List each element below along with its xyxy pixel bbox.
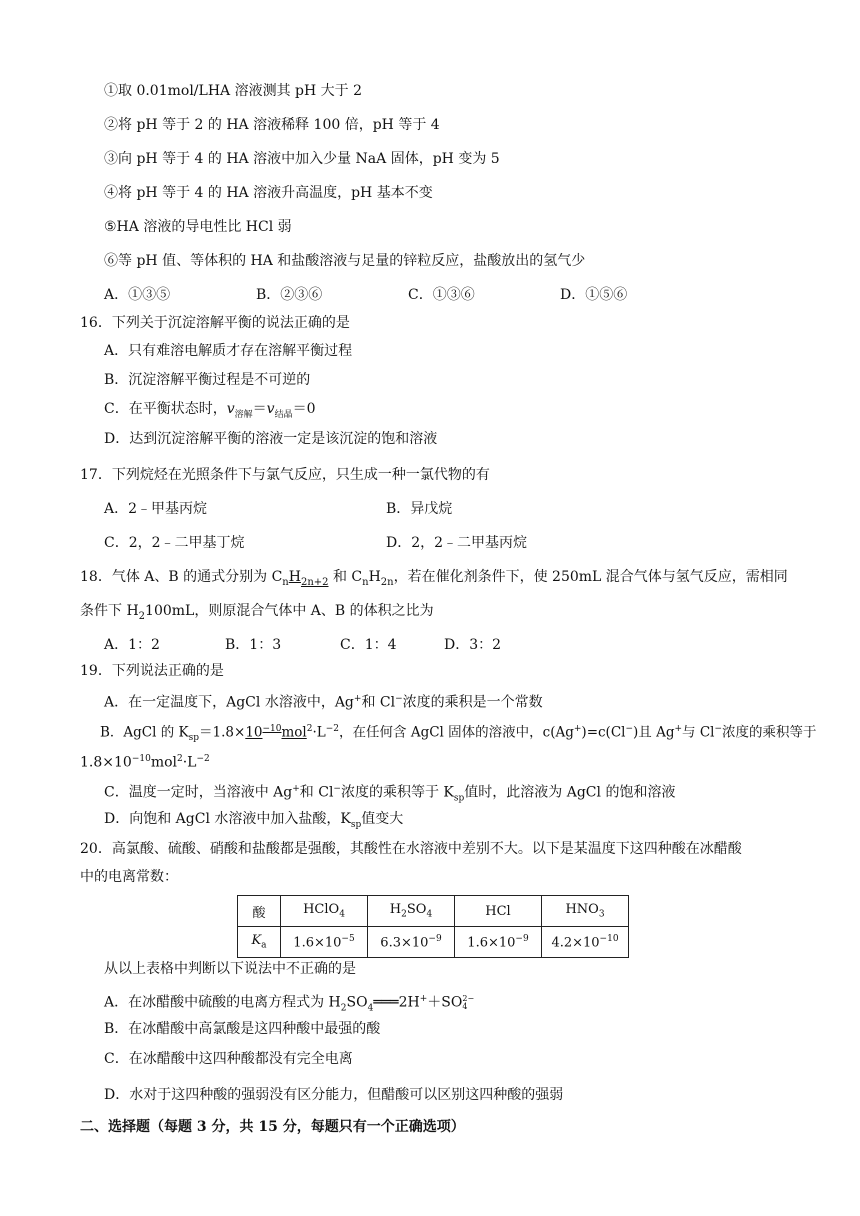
- q20-a-sulfate-charge: 2− 4: [462, 993, 475, 1011]
- q20-a-post: ＋SO: [427, 994, 463, 1011]
- q19-option-b-line2: [80, 750, 210, 772]
- q19-b-val: ＝1.8×: [199, 724, 246, 741]
- q16-c-sub1: 溶解: [234, 409, 253, 420]
- q16-c-sub2: 结晶: [274, 409, 293, 420]
- ka-hno3: [542, 927, 629, 958]
- ka-hclo4-base: 1.6×10: [293, 935, 342, 951]
- q16-option-c: [104, 400, 316, 424]
- q19-option-a: [104, 690, 543, 712]
- q18-sub-h2: 2: [138, 610, 146, 622]
- q16-option-a: A．只有难溶电解质才存在溶解平衡过程: [104, 343, 353, 359]
- q15-item-2: ②将 pH 等于 2 的 HA 溶液稀释 100 倍，pH 等于 4: [104, 117, 440, 133]
- q16-c-v2: v: [266, 401, 275, 417]
- q19-a-mid: 和 Cl: [361, 694, 396, 711]
- q17-option-a: A．2﹣甲基丙烷: [104, 501, 208, 517]
- q15-option-a: A．①③⑤: [104, 287, 171, 303]
- q19-d-post: 值变大: [361, 811, 404, 827]
- q18-sub-n1: n: [282, 576, 289, 588]
- q19-b-post4: 浓度的乘积等于: [722, 724, 817, 741]
- q16-stem: 16．下列关于沉淀溶解平衡的说法正确的是: [80, 315, 350, 331]
- q19-b-c1: c(Ag: [542, 724, 574, 741]
- q20-a-plus: +: [419, 994, 428, 1004]
- q19-a-post: 浓度的乘积是一个常数: [402, 694, 543, 711]
- q19-c-mid2: 浓度的乘积等于 K: [340, 784, 454, 801]
- q19-a-minus: −: [395, 694, 403, 704]
- q18-stem-mid: 和 C: [328, 569, 363, 585]
- q19-b-line2-exp: −10: [131, 754, 151, 764]
- q18-stem-line1: [80, 568, 788, 592]
- q19-a-plus: +: [353, 694, 362, 704]
- q19-b-minus1: −: [625, 724, 634, 734]
- header-hno3: $HNO_3$: [542, 896, 629, 927]
- q20-option-c: C．在冰醋酸中这四种酸都没有完全电离: [104, 1051, 353, 1067]
- ka-hcl-base: 1.6×10: [467, 935, 516, 951]
- q16-c-mid: ＝: [252, 401, 267, 417]
- q19-option-c: [104, 780, 675, 807]
- q20-stem-line2: 中的电离常数：: [80, 869, 178, 885]
- q19-b-line2-unit: mol: [150, 754, 177, 771]
- q19-b-line2-two: 2: [177, 754, 183, 764]
- q18-option-d: D．3：2: [444, 637, 502, 653]
- q19-b-post3: 与 Cl: [682, 724, 715, 741]
- q17-stem: 17．下列烷烃在光照条件下与氯气反应，只生成一种一氯代物的有: [80, 467, 490, 483]
- q15-item-1: ①取 0.01mol/LHA 溶液测其 pH 大于 2: [104, 83, 363, 99]
- q19-b-eq: )=c(Cl: [581, 724, 626, 741]
- ka-label: [238, 927, 281, 958]
- q15-option-b: B．②③⑥: [256, 287, 323, 303]
- q19-b-plus2: +: [674, 724, 683, 734]
- q19-b-minus2: −: [714, 724, 723, 734]
- q16-c-prefix: C．在平衡状态时，: [104, 401, 227, 417]
- ka-sub: a: [261, 940, 267, 951]
- q19-b-line2-unit2: ·L: [182, 754, 197, 771]
- q15-item-5: ⑤HA 溶液的导电性比 HCl 弱: [104, 219, 292, 235]
- ka-h2so4-exp: −9: [428, 933, 442, 944]
- ka-hno3-exp: −10: [599, 933, 619, 944]
- q18-sub-n2: n: [362, 576, 369, 588]
- q19-b-post1: ，在任何含 AgCl 固体的溶液中，: [339, 724, 543, 741]
- q18-option-a: A．1：2: [104, 637, 160, 653]
- header-h2so4: $H_2SO_4$: [368, 896, 455, 927]
- q19-d-sp: sp: [350, 819, 362, 830]
- q19-a-pre: A．在一定温度下，AgCl 水溶液中，Ag: [104, 694, 354, 711]
- q18-sub-2n: 2n: [380, 576, 394, 588]
- table-ka-row: [238, 927, 629, 958]
- q19-b-sp: sp: [188, 733, 200, 744]
- q20-a-eq: ═══2H: [373, 994, 420, 1011]
- q19-b-exp-base: 10: [245, 724, 263, 741]
- q20-lead: 从以上表格中判断以下说法中不正确的是: [104, 961, 356, 977]
- q18-stem-pre: 18．气体 A、B 的通式分别为 C: [80, 569, 283, 585]
- q17-option-d: D．2，2﹣二甲基丙烷: [386, 535, 528, 551]
- q18-stem-line2: [80, 602, 434, 626]
- q19-b-two: 2: [306, 724, 313, 734]
- q19-option-d: [104, 810, 403, 834]
- q18-stem2-pre: 条件下 H: [80, 603, 139, 619]
- q19-d-pre: D．向饱和 AgCl 水溶液中加入盐酸，K: [104, 811, 351, 827]
- q20-a-mid: SO: [346, 994, 368, 1011]
- q20-a-so-sub: 4: [367, 1003, 374, 1014]
- q19-b-line2: 1.8×10: [80, 754, 132, 771]
- q18-stem2-post: 100mL，则原混合气体中 A、B 的体积之比为: [145, 603, 434, 619]
- q20-stem-line1: 20．高氯酸、硫酸、硝酸和盐酸都是强酸，其酸性在水溶液中差别不大。以下是某温度下这四种酸在冰醋酸: [80, 841, 742, 857]
- ka-h2so4-base: 6.3×10: [380, 935, 429, 951]
- q19-c-post: 值时，此溶液为 AgCl 的饱和溶液: [464, 784, 676, 801]
- q19-b-pre: B．AgCl 的 K: [100, 724, 189, 741]
- q19-option-b: [100, 720, 817, 747]
- section-2-heading: 二、选择题（每题 3 分，共 15 分，每题只有一个正确选项）: [80, 1119, 465, 1135]
- q16-c-end: ＝0: [292, 401, 316, 417]
- q19-b-unit-exp: −2: [325, 724, 340, 734]
- q19-c-minus: −: [333, 784, 341, 794]
- q20-option-b: B．在冰醋酸中高氯酸是这四种酸中最强的酸: [104, 1021, 381, 1037]
- q15-item-6: ⑥等 pH 值、等体积的 HA 和盐酸溶液与足量的锌粒反应，盐酸放出的氢气少: [104, 253, 586, 269]
- q19-c-mid: 和 Cl: [299, 784, 334, 801]
- q19-stem: 19．下列说法正确的是: [80, 663, 224, 679]
- ka-hcl-exp: −9: [515, 933, 529, 944]
- q18-stem-post: ，若在催化剂条件下，使 250mL 混合气体与氢气反应，需相同: [393, 569, 788, 585]
- q15-item-3: ③向 pH 等于 4 的 HA 溶液中加入少量 NaA 固体，pH 变为 5: [104, 151, 500, 167]
- ka-hcl: [455, 927, 542, 958]
- q19-b-unit: mol: [281, 724, 307, 741]
- q19-c-pre: C．温度一定时，当溶液中 Ag: [104, 784, 293, 801]
- q20-a-pre: A．在冰醋酸中硫酸的电离方程式为 H: [104, 994, 341, 1011]
- q18-option-c: C．1：4: [340, 637, 397, 653]
- ka-h2so4: [368, 927, 455, 958]
- table-header-row: [238, 896, 629, 927]
- ka-hclo4-exp: −5: [341, 933, 355, 944]
- q19-c-sp: sp: [453, 793, 465, 804]
- acid-constant-table: [237, 895, 629, 958]
- header-acid: 酸: [238, 896, 281, 927]
- q20-option-a: [104, 990, 474, 1017]
- q16-option-b: B．沉淀溶解平衡过程是不可逆的: [104, 372, 311, 388]
- q17-option-b: B．异戊烷: [386, 501, 453, 517]
- header-hclo4: HClO$_4$: [281, 896, 368, 927]
- q19-c-plus: +: [292, 784, 300, 794]
- q18-sub-2n2: 2n+2: [300, 576, 329, 588]
- q20-a-h-sub: 2: [340, 1003, 347, 1014]
- q19-b-plus1: +: [573, 724, 582, 734]
- q18-h1: H: [288, 569, 301, 585]
- q16-c-v1: v: [226, 401, 235, 417]
- ka-hno3-base: 4.2×10: [551, 935, 600, 951]
- q18-h2: H: [368, 569, 381, 585]
- ka-hclo4: [281, 927, 368, 958]
- ka-k: K: [251, 933, 262, 949]
- q19-b-unit2: ·L: [312, 724, 326, 741]
- q16-option-d: D．达到沉淀溶解平衡的溶液一定是该沉淀的饱和溶液: [104, 431, 438, 447]
- q19-b-post2: )且 Ag: [633, 724, 675, 741]
- q15-option-d: D．①⑤⑥: [560, 287, 628, 303]
- q15-item-4: ④将 pH 等于 4 的 HA 溶液升高温度，pH 基本不变: [104, 185, 433, 201]
- header-hcl: HCl: [455, 896, 542, 927]
- q19-b-exp: −10: [262, 724, 282, 734]
- q17-option-c: C．2，2﹣二甲基丁烷: [104, 535, 245, 551]
- q15-option-c: C．①③⑥: [408, 287, 475, 303]
- q19-b-line2-exp2: −2: [196, 754, 210, 764]
- q18-option-b: B．1：3: [225, 637, 282, 653]
- q20-option-d: D．水对于这四种酸的强弱没有区分能力，但醋酸可以区别这四种酸的强弱: [104, 1087, 564, 1103]
